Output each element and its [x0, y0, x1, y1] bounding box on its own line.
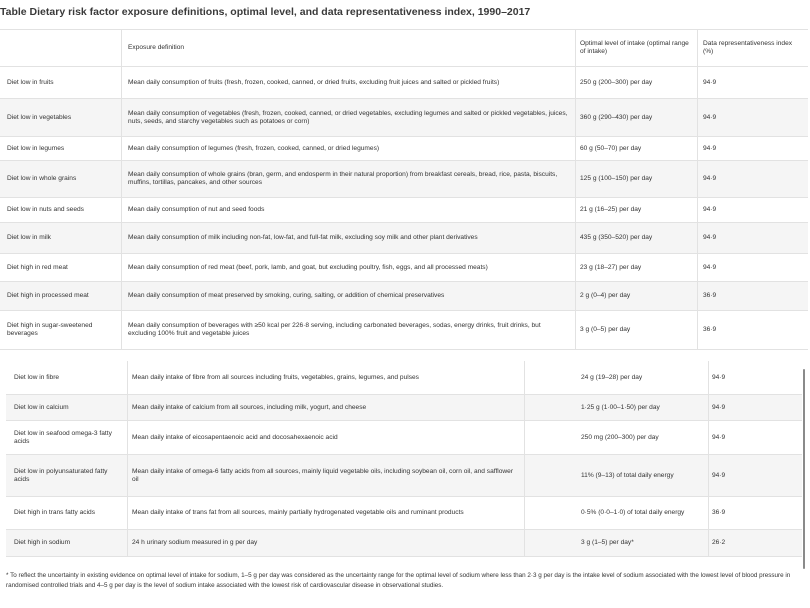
table-row	[6, 421, 802, 455]
dri-cell: 94·9	[703, 144, 717, 152]
risk-factor-cell: Diet low in vegetables	[7, 113, 72, 121]
dri-cell: 94·9	[712, 403, 726, 411]
risk-factor-cell: Diet low in calcium	[14, 403, 69, 411]
risk-factor-cell: Diet high in trans fatty acids	[14, 508, 95, 516]
optimal-level-cell: 250 g (200–300) per day	[580, 78, 653, 86]
risk-factor-cell: Diet low in polyunsaturated fatty acids	[14, 467, 108, 483]
optimal-level-cell: 435 g (350–520) per day	[580, 233, 653, 241]
table-title: Table Dietary risk factor exposure definitions, optimal level, and data representativeness index, 1990–2017	[0, 6, 531, 18]
dri-cell: 94·9	[712, 471, 726, 479]
dri-cell: 94·9	[703, 233, 717, 241]
optimal-level-cell: 3 g (1–5) per day*	[581, 538, 634, 546]
optimal-level-cell: 1·25 g (1·00–1·50) per day	[581, 403, 660, 411]
risk-factor-cell: Diet low in whole grains	[7, 174, 77, 182]
exposure-definition-cell: Mean daily intake of trans fat from all sources, mainly partially hydrogenated vegetable oils and ruminant products	[132, 508, 464, 516]
dri-cell: 94·9	[703, 205, 717, 213]
exposure-definition-cell: Mean daily intake of omega-6 fatty acids from all sources, mainly liquid vegetable oils, including soybean oil, corn oil, and safflower oil	[132, 467, 514, 483]
exposure-definition-cell: 24 h urinary sodium measured in g per day	[132, 538, 258, 546]
header-definition: Exposure definition	[128, 43, 185, 51]
table-row	[0, 198, 808, 223]
optimal-level-cell: 250 mg (200–300) per day	[581, 433, 659, 441]
dri-cell: 36·9	[712, 508, 726, 516]
table-row	[0, 137, 808, 161]
exposure-definition-cell: Mean daily intake of calcium from all sources, including milk, yogurt, and cheese	[132, 403, 367, 411]
dri-cell: 36·9	[703, 325, 717, 333]
optimal-level-cell: 125 g (100–150) per day	[580, 174, 653, 182]
risk-factor-cell: Diet low in fruits	[7, 78, 54, 86]
risk-factor-cell: Diet high in sugar-sweetened beverages	[7, 321, 93, 337]
exposure-definition-cell: Mean daily consumption of nut and seed foods	[128, 205, 265, 213]
dri-cell: 94·9	[712, 373, 726, 381]
table-row	[0, 99, 808, 137]
risk-factor-cell: Diet low in nuts and seeds	[7, 205, 84, 213]
exposure-definition-cell: Mean daily consumption of red meat (beef, pork, lamb, and goat, but excluding poultry, fish, eggs, and all processed meats)	[128, 263, 488, 271]
table-upper	[0, 29, 808, 350]
optimal-level-cell: 23 g (18–27) per day	[580, 263, 642, 271]
table-row	[0, 67, 808, 99]
dri-cell: 36·9	[703, 291, 717, 299]
table-row	[0, 223, 808, 254]
table-lower	[6, 361, 802, 557]
table-row	[6, 530, 802, 557]
table-row	[6, 455, 802, 497]
optimal-level-cell: 360 g (290–430) per day	[580, 113, 653, 121]
exposure-definition-cell: Mean daily consumption of fruits (fresh, frozen, cooked, canned, or dried fruits, excluding fruit juices and salted or pickled fruits)	[128, 78, 500, 86]
risk-factor-cell: Diet low in legumes	[7, 144, 65, 152]
table-header-row	[0, 30, 808, 67]
exposure-definition-cell: Mean daily consumption of meat preserved by smoking, curing, salting, or addition of chemical preservatives	[128, 291, 445, 299]
exposure-definition-cell: Mean daily consumption of whole grains (bran, germ, and endosperm in their natural proportion) from breakfast cereals, bread, rice, pasta, biscuits, muffins, tortillas, pancakes, and other sources	[128, 170, 558, 186]
dri-cell: 94·9	[703, 174, 717, 182]
optimal-level-cell: 3 g (0–5) per day	[580, 325, 631, 333]
exposure-definition-cell: Mean daily consumption of beverages with ≥50 kcal per 226·8 serving, including carbonated beverages, sodas, energy drinks, fruit drinks, but excluding 100% fruit and vegetable juices	[128, 321, 541, 337]
table-row	[6, 361, 802, 395]
exposure-definition-cell: Mean daily intake of fibre from all sources including fruits, vegetables, grains, legumes, and pulses	[132, 373, 419, 381]
optimal-level-cell: 21 g (16–25) per day	[580, 205, 642, 213]
table-row	[6, 395, 802, 421]
table-row	[0, 161, 808, 198]
risk-factor-cell: Diet low in milk	[7, 233, 51, 241]
dri-cell: 94·9	[703, 263, 717, 271]
table-row	[6, 497, 802, 530]
optimal-level-cell: 24 g (19–28) per day	[581, 373, 643, 381]
risk-factor-cell: Diet low in seafood omega-3 fatty acids	[14, 429, 112, 445]
risk-factor-cell: Diet high in sodium	[14, 538, 71, 546]
dri-cell: 94·9	[703, 78, 717, 86]
table-scrollbar[interactable]	[803, 369, 805, 569]
risk-factor-cell: Diet high in red meat	[7, 263, 68, 271]
optimal-level-cell: 11% (9–13) of total daily energy	[581, 471, 674, 479]
table-row	[0, 254, 808, 282]
exposure-definition-cell: Mean daily intake of eicosapentaenoic acid and docosahexaenoic acid	[132, 433, 338, 441]
risk-factor-cell: Diet high in processed meat	[7, 291, 89, 299]
exposure-definition-cell: Mean daily consumption of vegetables (fresh, frozen, cooked, canned, or dried vegetables, excluding legumes and salted or pickled vegetables, juices, nuts, seeds, and starchy vegetables such as potatoes or corn)	[128, 109, 568, 125]
exposure-definition-cell: Mean daily consumption of legumes (fresh, frozen, cooked, canned, or dried legumes)	[128, 144, 380, 152]
optimal-level-cell: 2 g (0–4) per day	[580, 291, 631, 299]
exposure-definition-cell: Mean daily consumption of milk including non-fat, low-fat, and full-fat milk, excluding soy milk and other plant derivatives	[128, 233, 478, 241]
dri-cell: 26·2	[712, 538, 726, 546]
dri-cell: 94·9	[703, 113, 717, 121]
dri-cell: 94·9	[712, 433, 726, 441]
risk-factor-cell: Diet low in fibre	[14, 373, 60, 381]
table-row	[0, 311, 808, 350]
header-optimal: Optimal level of intake (optimal range of intake)	[580, 39, 689, 55]
table-footnote: * To reflect the uncertainty in existing evidence on optimal level of intake for sodium, 1–5 g per day was considered as the uncertainty range for the optimal level of sodium where less than 2·3 g per day is the intake level of sodium associated with the lowest level of blood pressure in randomised controlled trials and 4–5 g per day is the level of sodium intake associated with the lowest risk of cardiovascular disease in observational studies.	[6, 572, 791, 589]
optimal-level-cell: 0·5% (0·0–1·0) of total daily energy	[581, 508, 685, 516]
optimal-level-cell: 60 g (50–70) per day	[580, 144, 642, 152]
table-row	[0, 282, 808, 311]
header-dri: Data representativeness index (%)	[703, 39, 793, 55]
